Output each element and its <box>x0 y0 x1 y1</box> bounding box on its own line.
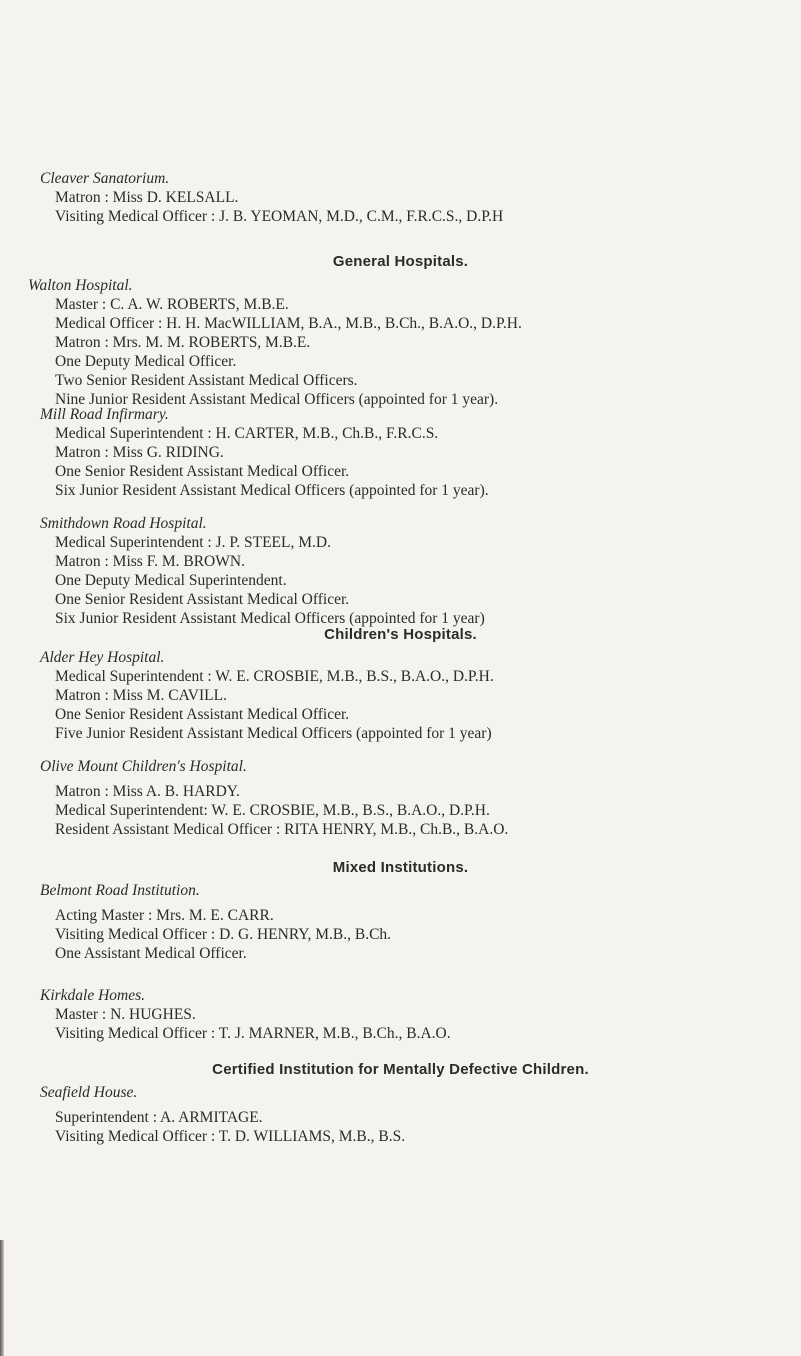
text-line: Medical Superintendent : W. E. CROSBIE, M.B., B.S., B.A.O., D.P.H. <box>55 668 494 685</box>
text-line: Medical Superintendent: W. E. CROSBIE, M.B., B.S., B.A.O., D.P.H. <box>55 802 490 819</box>
text-line: Resident Assistant Medical Officer : RITA HENRY, M.B., Ch.B., B.A.O. <box>55 821 509 838</box>
section-olive-mount-childrens-hospital <box>40 757 795 839</box>
section-belmont-road-institution <box>40 881 795 963</box>
text-line: Six Junior Resident Assistant Medical Officers (appointed for 1 year) <box>55 610 485 627</box>
section-title: Mill Road Infirmary. <box>40 406 169 423</box>
section-title: Walton Hospital. <box>28 277 133 294</box>
heading-certified-institution: Certified Institution for Mentally Defective Children. <box>212 1061 589 1078</box>
text-line: Medical Officer : H. H. MacWILLIAM, B.A., M.B., B.Ch., B.A.O., D.P.H. <box>55 315 522 332</box>
heading-childrens-hospitals: Children's Hospitals. <box>324 626 477 643</box>
text-line: Matron : Miss D. KELSALL. <box>55 189 239 206</box>
text-line: Visiting Medical Officer : J. B. YEOMAN, M.D., C.M., F.R.C.S., D.P.H <box>55 208 504 225</box>
text-line: Matron : Miss A. B. HARDY. <box>55 783 240 800</box>
section-title: Cleaver Sanatorium. <box>40 170 170 187</box>
text-line: Two Senior Resident Assistant Medical Officers. <box>55 372 358 389</box>
heading-mixed-institutions: Mixed Institutions. <box>332 859 469 876</box>
text-line: One Deputy Medical Superintendent. <box>55 572 287 589</box>
text-line: Superintendent : A. ARMITAGE. <box>55 1109 263 1126</box>
section-kirkdale-homes <box>40 986 795 1043</box>
text-line: Acting Master : Mrs. M. E. CARR. <box>55 907 274 924</box>
text-line: Matron : Miss F. M. BROWN. <box>55 553 245 570</box>
section-walton-hospital <box>28 276 795 409</box>
section-alder-hey-hospital <box>40 648 795 743</box>
text-line: One Senior Resident Assistant Medical Officer. <box>55 706 350 723</box>
text-line: Medical Superintendent : J. P. STEEL, M.D. <box>55 534 331 551</box>
section-smithdown-road-hospital <box>40 514 795 628</box>
text-line: Visiting Medical Officer : T. J. MARNER, M.B., B.Ch., B.A.O. <box>55 1025 451 1042</box>
text-line: Five Junior Resident Assistant Medical Officers (appointed for 1 year) <box>55 725 492 742</box>
section-mill-road-infirmary <box>40 405 795 500</box>
text-line: Matron : Mrs. M. M. ROBERTS, M.B.E. <box>55 334 311 351</box>
text-line: One Assistant Medical Officer. <box>55 945 247 962</box>
text-line: Visiting Medical Officer : D. G. HENRY, M.B., B.Ch. <box>55 926 392 943</box>
section-title: Smithdown Road Hospital. <box>40 515 207 532</box>
section-cleaver-sanatorium <box>40 169 795 226</box>
text-line: Master : N. HUGHES. <box>55 1006 196 1023</box>
section-title: Kirkdale Homes. <box>40 987 146 1004</box>
text-line: One Deputy Medical Officer. <box>55 353 237 370</box>
page-edge-shadow <box>0 1240 4 1356</box>
text-line: Nine Junior Resident Assistant Medical Officers (appointed for 1 year). <box>55 391 499 408</box>
section-title: Alder Hey Hospital. <box>40 649 165 666</box>
section-title: Belmont Road Institution. <box>40 882 200 899</box>
text-line: Six Junior Resident Assistant Medical Officers (appointed for 1 year). <box>55 482 489 499</box>
text-line: One Senior Resident Assistant Medical Officer. <box>55 591 350 608</box>
section-title: Seafield House. <box>40 1084 138 1101</box>
section-title: Olive Mount Children's Hospital. <box>40 758 247 775</box>
text-line: Matron : Miss M. CAVILL. <box>55 687 227 704</box>
text-line: Visiting Medical Officer : T. D. WILLIAMS, M.B., B.S. <box>55 1128 406 1145</box>
text-line: One Senior Resident Assistant Medical Officer. <box>55 463 350 480</box>
heading-general-hospitals: General Hospitals. <box>332 253 469 270</box>
section-seafield-house <box>40 1083 795 1146</box>
text-line: Medical Superintendent : H. CARTER, M.B., Ch.B., F.R.C.S. <box>55 425 439 442</box>
text-line: Matron : Miss G. RIDING. <box>55 444 224 461</box>
text-line: Master : C. A. W. ROBERTS, M.B.E. <box>55 296 289 313</box>
